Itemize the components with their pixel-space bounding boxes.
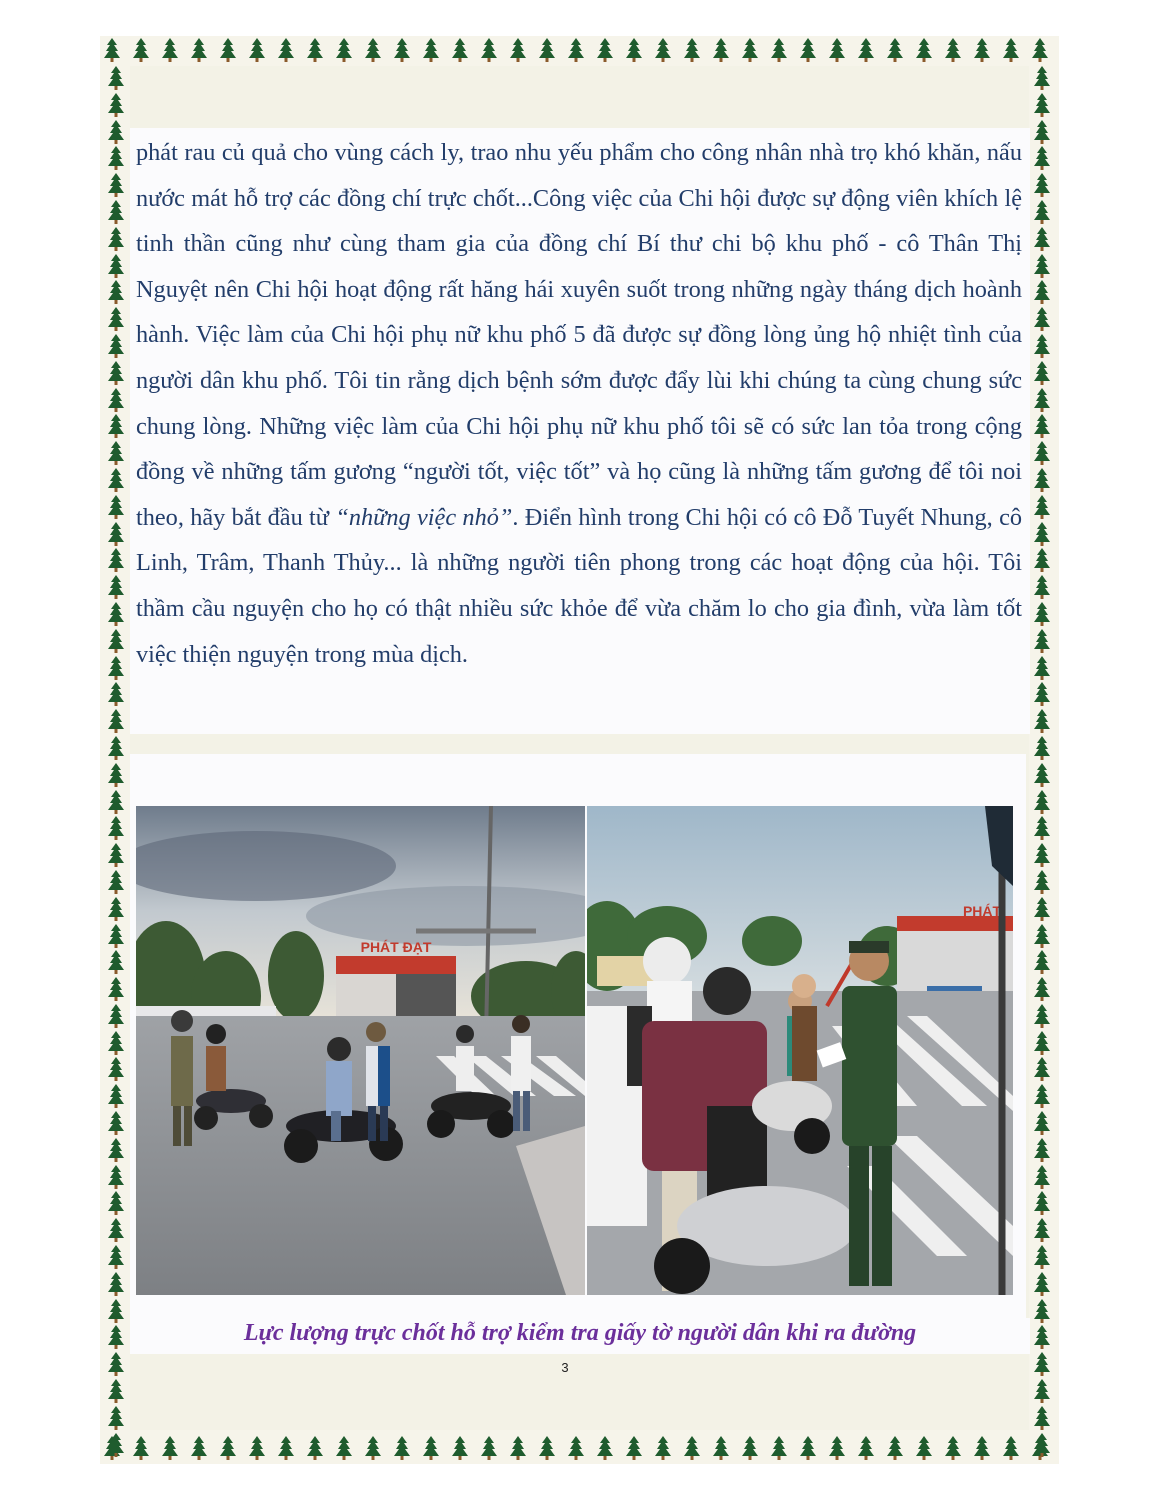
tree-icon xyxy=(1034,441,1050,465)
tree-icon xyxy=(1034,1031,1050,1055)
tree-icon xyxy=(108,736,124,760)
tree-icon xyxy=(108,843,124,867)
tree-icon xyxy=(481,38,497,62)
tree-icon xyxy=(945,1436,961,1460)
left-photo-sign: PHÁT ĐẠT xyxy=(360,939,432,955)
tree-icon xyxy=(108,1138,124,1162)
tree-icon xyxy=(191,38,207,62)
tree-icon xyxy=(1034,1433,1050,1457)
tree-icon xyxy=(887,38,903,62)
tree-icon xyxy=(829,1436,845,1460)
body-text-2: . Điển hình trong Chi hội có cô Đỗ Tuyết Nhung, cô Linh, Trâm, Thanh Thủy... là những người tiên phong trong các hoạt động của hội. Tôi thầm cầu nguyện cho họ có thật nhiều sức khỏe để vừa chăm lo cho gia đình, vừa làm tốt việc thiện nguyện trong mùa dịch. xyxy=(136,503,1023,668)
tree-icon xyxy=(108,200,124,224)
photo-police-checking-papers xyxy=(587,806,1013,1295)
tree-icon xyxy=(655,1436,671,1460)
tree-icon xyxy=(108,254,124,278)
tree-icon xyxy=(108,280,124,304)
tree-icon xyxy=(1034,843,1050,867)
tree-icon xyxy=(1034,736,1050,760)
tree-icon xyxy=(1034,173,1050,197)
tree-icon xyxy=(104,38,120,62)
tree-icon xyxy=(108,1299,124,1323)
tree-icon xyxy=(108,977,124,1001)
tree-icon xyxy=(1034,870,1050,894)
tree-icon xyxy=(108,1111,124,1135)
tree-icon xyxy=(108,1218,124,1242)
tree-icon xyxy=(108,522,124,546)
tree-icon xyxy=(1034,1379,1050,1403)
tree-icon xyxy=(108,93,124,117)
tree-icon xyxy=(1034,200,1050,224)
tree-icon xyxy=(1034,280,1050,304)
tree-icon xyxy=(133,1436,149,1460)
tree-icon xyxy=(108,361,124,385)
tree-icon xyxy=(452,1436,468,1460)
tree-icon xyxy=(108,1191,124,1215)
tree-icon xyxy=(108,414,124,438)
tree-icon xyxy=(108,1272,124,1296)
tree-icon xyxy=(1034,227,1050,251)
tree-icon xyxy=(1034,361,1050,385)
tree-icon xyxy=(365,38,381,62)
tree-icon xyxy=(108,1379,124,1403)
tree-icon xyxy=(626,1436,642,1460)
tree-icon xyxy=(1032,38,1048,62)
tree-icon xyxy=(800,1436,816,1460)
tree-icon xyxy=(626,38,642,62)
tree-icon xyxy=(108,227,124,251)
tree-icon xyxy=(249,38,265,62)
tree-icon xyxy=(858,1436,874,1460)
tree-icon xyxy=(307,38,323,62)
tree-icon xyxy=(771,38,787,62)
tree-icon xyxy=(1034,682,1050,706)
tree-icon xyxy=(108,575,124,599)
tree-icon xyxy=(108,1245,124,1269)
tree-icon xyxy=(108,1352,124,1376)
tree-icon xyxy=(108,656,124,680)
tree-icon xyxy=(108,1031,124,1055)
tree-icon xyxy=(336,38,352,62)
tree-icon xyxy=(858,38,874,62)
tree-icon xyxy=(108,897,124,921)
tree-border-top xyxy=(104,38,1061,62)
tree-icon xyxy=(191,1436,207,1460)
tree-icon xyxy=(1034,1084,1050,1108)
tree-icon xyxy=(945,38,961,62)
tree-icon xyxy=(108,146,124,170)
tree-icon xyxy=(1034,924,1050,948)
tree-icon xyxy=(1034,816,1050,840)
tree-icon xyxy=(1003,1436,1019,1460)
tree-icon xyxy=(800,38,816,62)
body-text-1: phát rau củ quả cho vùng cách ly, trao nhu yếu phẩm cho công nhân nhà trọ khó khăn, nấu nước mát hỗ trợ các đồng chí trực chốt...Công việc của Chi hội được sự động viên khích lệ tinh thần cũng như cùng tham gia của đồng chí Bí thư chi bộ khu phố - cô Thân Thị Nguyệt nên Chi hội hoạt động rất hăng hái xuyên suốt trong những ngày tháng dịch hoành hành. Việc làm của Chi hội phụ nữ khu phố 5 đã được sự đồng lòng ủng hộ nhiệt tình của người dân khu phố. Tôi tin rằng dịch bệnh sớm được đẩy lùi khi chúng ta cùng chung sức chung lòng. Những việc làm của Chi hội phụ nữ khu phố tôi sẽ có sức lan tỏa trong cộng đồng về những tấm gương “người tốt, việc tốt” và họ cũng là những tấm gương để tôi noi theo, hãy bắt đầu từ xyxy=(136,139,1022,531)
body-paragraph xyxy=(136,130,1022,677)
tree-icon xyxy=(1034,1138,1050,1162)
tree-icon xyxy=(713,38,729,62)
tree-icon xyxy=(1034,602,1050,626)
tree-icon xyxy=(1034,1057,1050,1081)
tree-icon xyxy=(974,38,990,62)
tree-icon xyxy=(539,1436,555,1460)
tree-icon xyxy=(365,1436,381,1460)
tree-icon xyxy=(510,1436,526,1460)
tree-icon xyxy=(1034,656,1050,680)
tree-icon xyxy=(394,38,410,62)
tree-icon xyxy=(162,1436,178,1460)
tree-icon xyxy=(108,950,124,974)
tree-icon xyxy=(1034,1004,1050,1028)
tree-icon xyxy=(1034,414,1050,438)
tree-icon xyxy=(108,1004,124,1028)
tree-icon xyxy=(108,1433,124,1457)
tree-icon xyxy=(108,1165,124,1189)
tree-icon xyxy=(1034,977,1050,1001)
photo-checkpoint-street xyxy=(136,806,585,1295)
tree-icon xyxy=(1034,709,1050,733)
tree-icon xyxy=(713,1436,729,1460)
tree-icon xyxy=(1034,548,1050,572)
tree-icon xyxy=(1034,1245,1050,1269)
tree-icon xyxy=(108,763,124,787)
tree-icon xyxy=(916,38,932,62)
tree-icon xyxy=(829,38,845,62)
tree-icon xyxy=(1034,1191,1050,1215)
tree-icon xyxy=(1034,307,1050,331)
tree-icon xyxy=(423,1436,439,1460)
tree-icon xyxy=(510,38,526,62)
tree-icon xyxy=(108,602,124,626)
tree-icon xyxy=(684,1436,700,1460)
tree-icon xyxy=(1034,334,1050,358)
tree-icon xyxy=(1034,575,1050,599)
tree-icon xyxy=(771,1436,787,1460)
tree-icon xyxy=(1003,38,1019,62)
tree-icon xyxy=(307,1436,323,1460)
tree-icon xyxy=(1034,93,1050,117)
tree-icon xyxy=(1034,468,1050,492)
tree-icon xyxy=(108,468,124,492)
tree-icon xyxy=(108,1084,124,1108)
tree-icon xyxy=(108,548,124,572)
tree-icon xyxy=(481,1436,497,1460)
tree-icon xyxy=(108,334,124,358)
tree-icon xyxy=(1034,950,1050,974)
tree-icon xyxy=(1034,1272,1050,1296)
tree-icon xyxy=(887,1436,903,1460)
tree-icon xyxy=(1034,1325,1050,1349)
tree-icon xyxy=(452,38,468,62)
tree-icon xyxy=(1034,522,1050,546)
tree-icon xyxy=(1034,146,1050,170)
tree-icon xyxy=(916,1436,932,1460)
tree-icon xyxy=(278,38,294,62)
tree-icon xyxy=(1034,763,1050,787)
tree-icon xyxy=(597,1436,613,1460)
tree-icon xyxy=(108,709,124,733)
page-number: 3 xyxy=(561,1360,569,1375)
tree-icon xyxy=(108,924,124,948)
tree-icon xyxy=(394,1436,410,1460)
tree-icon xyxy=(108,66,124,90)
tree-icon xyxy=(1034,1406,1050,1430)
tree-icon xyxy=(162,38,178,62)
tree-icon xyxy=(108,816,124,840)
tree-icon xyxy=(568,1436,584,1460)
tree-icon xyxy=(684,38,700,62)
tree-icon xyxy=(249,1436,265,1460)
tree-icon xyxy=(108,120,124,144)
tree-icon xyxy=(108,870,124,894)
tree-icon xyxy=(1034,1299,1050,1323)
right-photo-sign: PHÁT xyxy=(962,903,1002,919)
tree-icon xyxy=(108,790,124,814)
tree-icon xyxy=(742,1436,758,1460)
tree-icon xyxy=(133,38,149,62)
tree-icon xyxy=(108,441,124,465)
tree-icon xyxy=(1034,629,1050,653)
tree-icon xyxy=(742,38,758,62)
tree-icon xyxy=(1034,1352,1050,1376)
tree-icon xyxy=(220,1436,236,1460)
tree-border-bottom xyxy=(104,1436,1061,1460)
tree-icon xyxy=(1034,1111,1050,1135)
tree-icon xyxy=(423,38,439,62)
tree-icon xyxy=(108,173,124,197)
tree-icon xyxy=(1034,66,1050,90)
tree-border-right xyxy=(1034,66,1050,1459)
tree-icon xyxy=(655,38,671,62)
tree-icon xyxy=(1034,897,1050,921)
photo-caption: Lực lượng trực chốt hỗ trợ kiểm tra giấy tờ người dân khi ra đường xyxy=(243,1320,917,1346)
tree-icon xyxy=(1034,254,1050,278)
tree-icon xyxy=(1034,120,1050,144)
tree-icon xyxy=(336,1436,352,1460)
tree-icon xyxy=(108,1057,124,1081)
tree-icon xyxy=(108,1406,124,1430)
tree-icon xyxy=(108,495,124,519)
body-text-italic: “những việc nhỏ” xyxy=(335,503,513,531)
tree-icon xyxy=(1034,790,1050,814)
tree-icon xyxy=(278,1436,294,1460)
tree-icon xyxy=(1034,1218,1050,1242)
tree-icon xyxy=(108,682,124,706)
tree-icon xyxy=(1034,388,1050,412)
tree-icon xyxy=(597,38,613,62)
tree-icon xyxy=(1034,1165,1050,1189)
tree-border-left xyxy=(108,66,124,1459)
tree-icon xyxy=(108,388,124,412)
tree-icon xyxy=(568,38,584,62)
tree-icon xyxy=(1034,495,1050,519)
tree-icon xyxy=(108,1325,124,1349)
tree-icon xyxy=(108,307,124,331)
tree-icon xyxy=(974,1436,990,1460)
tree-icon xyxy=(108,629,124,653)
tree-icon xyxy=(539,38,555,62)
tree-icon xyxy=(220,38,236,62)
